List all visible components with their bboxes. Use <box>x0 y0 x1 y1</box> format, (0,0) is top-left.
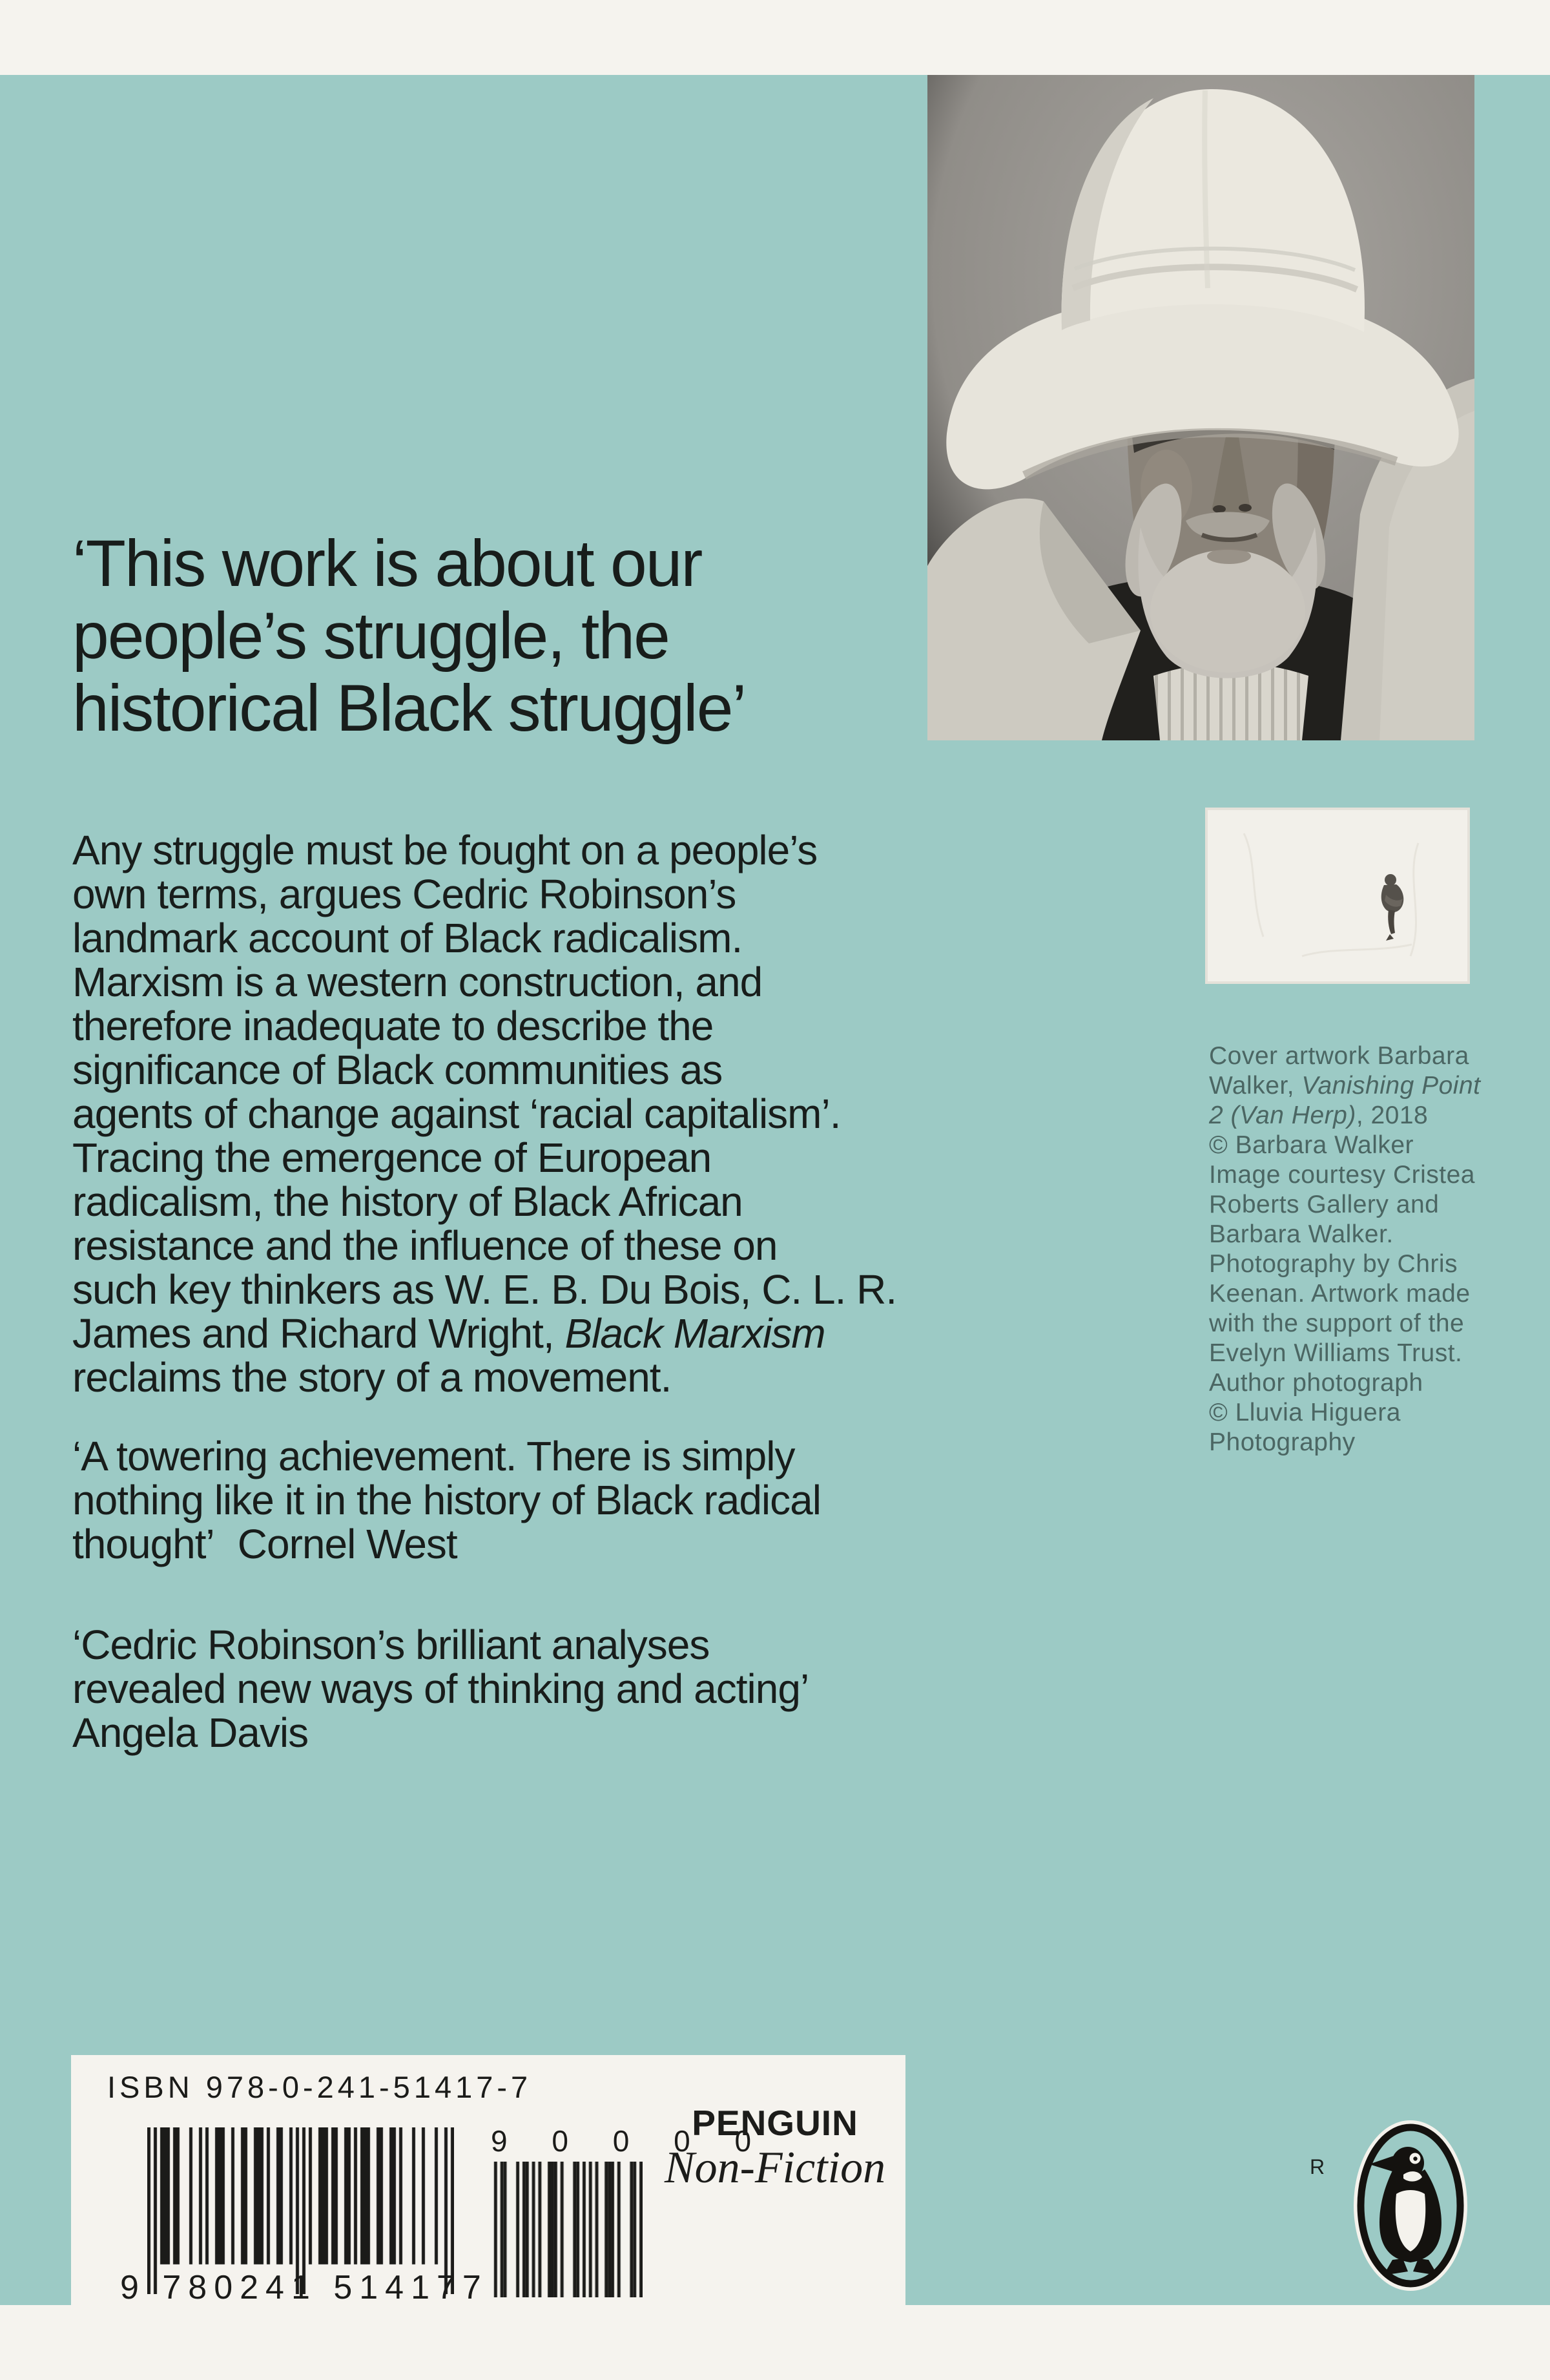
book-title-italic: Black Marxism <box>564 1310 825 1357</box>
caption-line: Photography <box>1209 1428 1356 1456</box>
blurb-line <box>72 1311 896 1355</box>
caption-line: with the support of the <box>1209 1310 1465 1337</box>
blurb-line: landmark account of Black radicalism. <box>72 915 743 961</box>
quote-line: ‘Cedric Robinson’s brilliant analyses <box>72 1622 710 1668</box>
blurb-line: Marxism is a western construction, and <box>72 959 763 1005</box>
quote-attribution: Cornel West <box>237 1521 457 1567</box>
blurb-line: such key thinkers as W. E. B. Du Bois, C. L. R. <box>72 1266 897 1313</box>
caption-line: © Lluvia Higuera <box>1209 1399 1401 1426</box>
author-photo-illustration <box>927 75 1474 740</box>
blurb-line: own terms, argues Cedric Robinson’s <box>72 871 736 917</box>
penguin-logo <box>1354 2120 1467 2291</box>
supplement-digits: 9 0 0 0 0 <box>491 2124 770 2158</box>
quote-line <box>72 1522 821 1566</box>
registered-trademark: R <box>1310 2155 1325 2178</box>
publisher-name: PENGUIN <box>692 2103 858 2143</box>
blurb-line: resistance and the influence of these on <box>72 1222 778 1269</box>
blurb-line: Any struggle must be fought on a people’s <box>72 827 818 873</box>
blurb-line: significance of Black communities as <box>72 1047 723 1093</box>
isbn-label: ISBN 978-0-241-51417-7 <box>107 2070 532 2104</box>
caption-line: Roberts Gallery and <box>1209 1191 1440 1218</box>
blurb-line: reclaims the story of a movement. <box>72 1354 672 1401</box>
barcode-panel <box>71 2055 905 2380</box>
headline-line: people’s struggle, the <box>72 599 669 673</box>
quote-attribution: Angela Davis <box>72 1709 309 1756</box>
caption-line: Evelyn Williams Trust. <box>1209 1339 1463 1367</box>
quote-angela-davis <box>72 1623 809 1755</box>
penguin-logo-icon <box>1354 2120 1467 2291</box>
blurb-line: therefore inadequate to describe the <box>72 1003 714 1049</box>
quote-line: revealed new ways of thinking and acting’ <box>72 1665 809 1712</box>
caption-line: Cover artwork Barbara <box>1209 1042 1469 1070</box>
caption-line: Keenan. Artwork made <box>1209 1280 1471 1308</box>
headline-quote <box>72 527 745 744</box>
blurb <box>72 828 896 1399</box>
caption-line: 2 (Van Herp), 2018 <box>1209 1101 1429 1129</box>
publisher-block <box>639 2103 911 2193</box>
caption-line: Image courtesy Cristea <box>1209 1161 1475 1189</box>
cover-artwork-thumbnail <box>1205 808 1470 984</box>
quote-line: ‘A towering achievement. There is simply <box>72 1433 795 1479</box>
blurb-line: agents of change against ‘racial capitalism’. <box>72 1091 841 1137</box>
blurb-text: James and Richard Wright, <box>72 1310 565 1357</box>
caption-line: Walker, Vanishing Point <box>1209 1072 1481 1100</box>
headline-line: historical Black struggle’ <box>72 671 746 745</box>
publisher-series: Non-Fiction <box>664 2143 886 2193</box>
caption-line: Barbara Walker. <box>1209 1220 1394 1248</box>
quote-cornel-west <box>72 1434 821 1566</box>
artwork-caption <box>1209 1041 1513 1457</box>
caption-line: Author photograph <box>1209 1369 1423 1397</box>
author-photo <box>927 75 1474 740</box>
artwork-illustration <box>1205 808 1470 984</box>
quote-text: thought’ <box>72 1521 214 1567</box>
headline-line: ‘This work is about our <box>72 527 702 600</box>
blurb-line: radicalism, the history of Black African <box>72 1178 743 1225</box>
ean13-digits: 9 780241 514177 <box>120 2269 488 2306</box>
top-strip <box>0 0 1550 75</box>
blurb-line: Tracing the emergence of European <box>72 1134 712 1181</box>
caption-line: © Barbara Walker <box>1209 1131 1414 1159</box>
caption-line: Photography by Chris <box>1209 1250 1458 1278</box>
price-supplement-barcode <box>491 2162 643 2297</box>
quote-line: nothing like it in the history of Black radical <box>72 1477 821 1523</box>
